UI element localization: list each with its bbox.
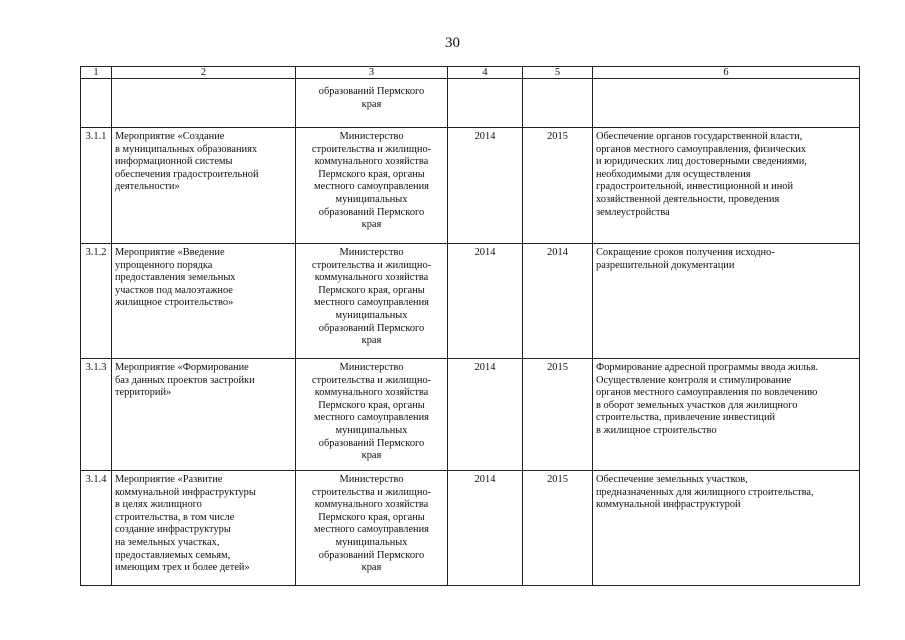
column-number-cell: 1: [81, 67, 112, 79]
continuation-row: [81, 79, 860, 128]
table-row: [81, 244, 860, 359]
executor-cell: Министерство строительства и жилищно- коммунального хозяйства Пермского края, органы местного самоуправления муниципальных образований Пермского края: [296, 244, 448, 359]
start-year-cell: 2014: [448, 244, 523, 359]
measure-cell: Мероприятие «Создание в муниципальных образованиях информационной системы обеспечения градостроительной деятельности»: [112, 128, 296, 244]
table-cell: [448, 79, 523, 128]
column-number-cell: 5: [523, 67, 593, 79]
executor-cell: Министерство строительства и жилищно- коммунального хозяйства Пермского края, органы местного самоуправления муниципальных образований Пермского края: [296, 128, 448, 244]
column-number-cell: 6: [593, 67, 860, 79]
start-year-cell: 2014: [448, 471, 523, 586]
start-year-cell: 2014: [448, 359, 523, 471]
measures-table: [80, 66, 860, 586]
table-cell: [523, 79, 593, 128]
item-number-cell: 3.1.1: [81, 128, 112, 244]
column-number-cell: 3: [296, 67, 448, 79]
end-year-cell: 2015: [523, 359, 593, 471]
table-row: [81, 128, 860, 244]
end-year-cell: 2014: [523, 244, 593, 359]
executor-cell: Министерство строительства и жилищно- коммунального хозяйства Пермского края, органы местного самоуправления муниципальных образований Пермского края: [296, 359, 448, 471]
result-cell: Обеспечение органов государственной власти, органов местного самоуправления, физических и юридических лиц достоверными сведениями, необходимыми для осуществления градостроительной, инвестиционной и иной хозяйственной деятельности, проведения землеустройства: [593, 128, 860, 244]
start-year-cell: 2014: [448, 128, 523, 244]
measure-cell: Мероприятие «Введение упрощенного порядка предоставления земельных участков под малоэтажное жилищное строительство»: [112, 244, 296, 359]
table-row: [81, 359, 860, 471]
table-row: [81, 471, 860, 586]
end-year-cell: 2015: [523, 471, 593, 586]
item-number-cell: 3.1.3: [81, 359, 112, 471]
page-number: 30: [445, 35, 460, 51]
table-cell: [593, 79, 860, 128]
executor-cell: образований Пермского края: [296, 79, 448, 128]
item-number-cell: 3.1.4: [81, 471, 112, 586]
table-cell: [81, 79, 112, 128]
measure-cell: Мероприятие «Формирование баз данных проектов застройки территорий»: [112, 359, 296, 471]
column-number-row: [81, 67, 860, 79]
measure-cell: Мероприятие «Развитие коммунальной инфраструктуры в целях жилищного строительства, в том числе создание инфраструктуры на земельных участках, предоставляемых семьям, имеющим трех и более детей»: [112, 471, 296, 586]
end-year-cell: 2015: [523, 128, 593, 244]
result-cell: Сокращение сроков получения исходно- разрешительной документации: [593, 244, 860, 359]
result-cell: Формирование адресной программы ввода жилья. Осуществление контроля и стимулирование органов местного самоуправления по вовлечению в оборот земельных участков для жилищного строительства, привлечение инвестиций в жилищное строительство: [593, 359, 860, 471]
table-cell: [112, 79, 296, 128]
column-number-cell: 4: [448, 67, 523, 79]
result-cell: Обеспечение земельных участков, предназначенных для жилищного строительства, коммунальной инфраструктурой: [593, 471, 860, 586]
item-number-cell: 3.1.2: [81, 244, 112, 359]
column-number-cell: 2: [112, 67, 296, 79]
executor-cell: Министерство строительства и жилищно- коммунального хозяйства Пермского края, органы местного самоуправления муниципальных образований Пермского края: [296, 471, 448, 586]
